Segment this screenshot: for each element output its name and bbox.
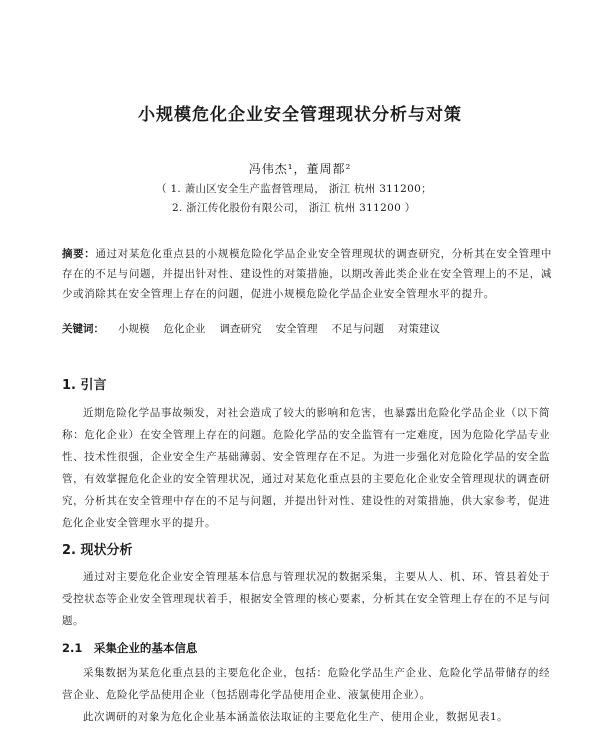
affiliation-2: 2. 浙江传化股份有限公司， 浙江 杭州 311200 ） [172,202,416,214]
abstract-label: 摘要： [62,248,96,260]
introduction-paragraph: 近期危险化学品事故频发，对社会造成了较大的影响和危害，也暴露出危险化学品企业（以下简称：危化企业）在安全管理上存在的问题。危险化学品的安全监管有一定难度，因为危险化学品专业性、技术性很强，企业安全生产基础薄弱、安全管理存在不足。为进一步强化对危险化学品的安全监管，有效掌握危化企业的安全管理状况，通过对某危化重点县的主要危化企业安全管理现状的调查研究，分析其在安全管理中存在的不足与问题，并提出针对性、建设性的对策措施，供大家参考，促进危化企业安全管理水平的提升。 [62,407,550,529]
keyword: 危化企业 [163,323,206,335]
abstract-text: 通过对某危化重点县的小规模危险化学品企业安全管理现状的调查研究，分析其在安全管理中存在的不足与问题，并提出针对性、建设性的对策措施，以期改善此类企业在安全管理上的不足，减少或消除其在安全管理上存在的问题，促进小规模危险化学品企业安全管理水平的提升。 [62,248,552,300]
keyword: 安全管理 [275,323,318,335]
keywords [62,321,440,336]
basic-info-paragraph-1: 采集数据为某危化重点县的主要危化企业，包括：危险化学品生产企业、危险化学品带储存的经营企业、危险化学品使用企业（包括剧毒化学品使用企业、液氯使用企业）。 [62,667,550,701]
section-heading-introduction: 1. 引言 [62,378,107,393]
basic-info-paragraph-2: 此次调研的对象为危化企业基本涵盖依法取证的主要危化生产、使用企业，数据见表1。 [83,711,509,723]
keyword: 不足与问题 [331,323,384,335]
section-heading-status-analysis: 2. 现状分析 [62,543,133,558]
affiliation-1: （ 1. 萧山区安全生产监督管理局， 浙江 杭州 311200； [156,183,432,195]
keywords-label: 关键词： [62,323,104,335]
abstract [62,244,552,304]
status-analysis-paragraph: 通过对主要危化企业安全管理基本信息与管理状况的数据采集，主要从人、机、环、管县着处于受控状态等企业安全管理现状着手，根据安全管理的核心要素，分析其在安全管理上存在的不足与问题。 [62,571,550,627]
keyword: 调查研究 [219,323,262,335]
paper-title: 小规模危化企业安全管理现状分析与对策 [138,105,462,125]
subsection-heading-basic-info: 2.1 采集企业的基本信息 [62,641,198,655]
keyword: 对策建议 [398,323,440,335]
keyword: 小规模 [118,323,150,335]
author-list: 冯伟杰¹，董周都² [248,162,352,176]
